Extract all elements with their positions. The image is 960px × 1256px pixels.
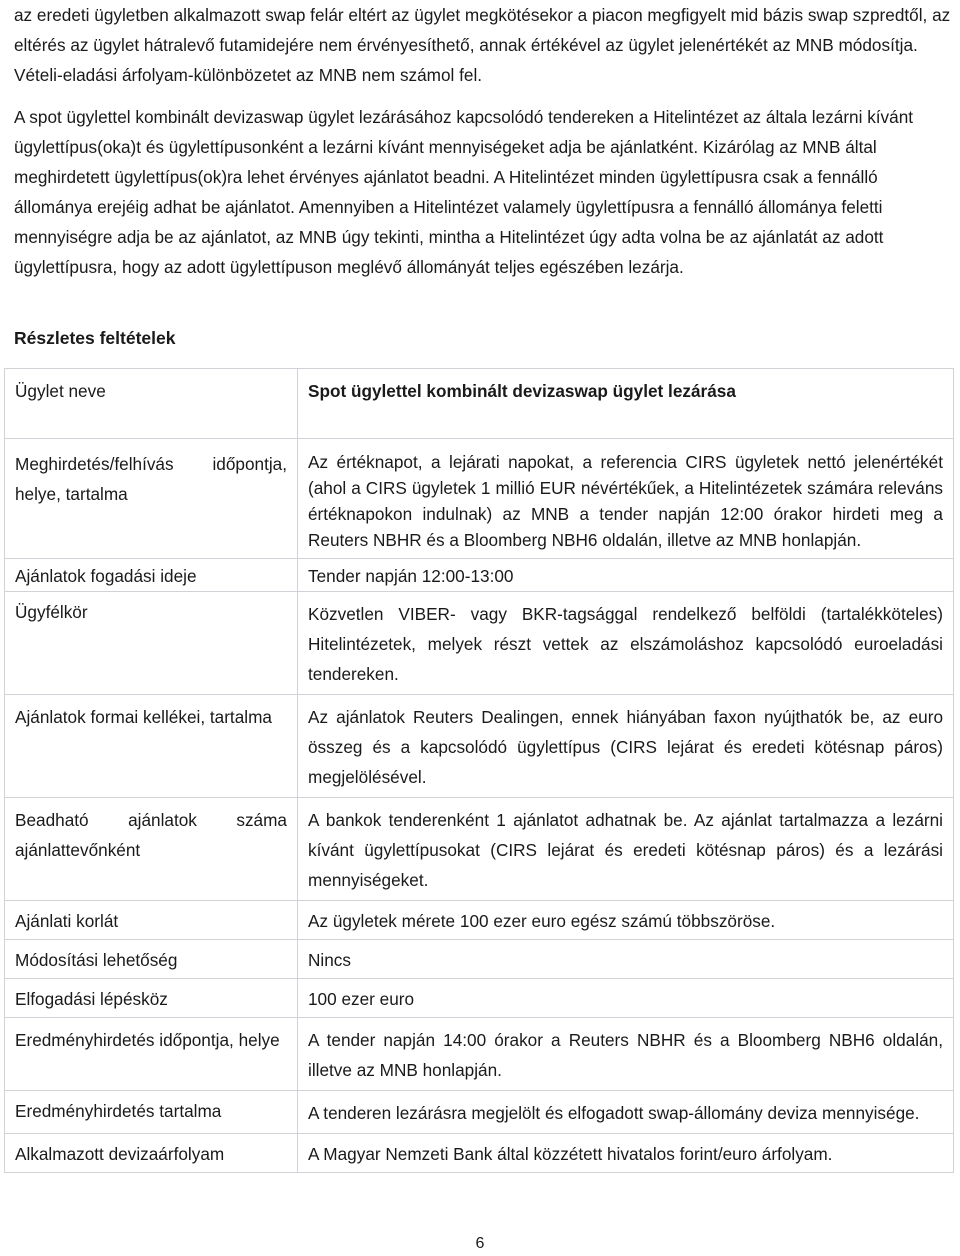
row-label-cell xyxy=(5,901,298,940)
row-value: A Magyar Nemzeti Bank által közzétett hivatalos forint/euro árfolyam. xyxy=(308,1144,833,1164)
table-row xyxy=(5,940,954,979)
row-value: A tender napján 14:00 órakor a Reuters NBHR és a Bloomberg NBH6 oldalán, illetve az MNB honlapján. xyxy=(308,1030,943,1080)
table-row xyxy=(5,369,954,439)
table-row xyxy=(5,1018,954,1091)
row-value-cell xyxy=(298,1134,954,1173)
table-row xyxy=(5,1091,954,1134)
row-label: Alkalmazott devizaárfolyam xyxy=(15,1144,225,1164)
row-value: Az ügyletek mérete 100 ezer euro egész számú többszöröse. xyxy=(308,911,776,931)
row-label-cell xyxy=(5,369,298,439)
table-row xyxy=(5,1134,954,1173)
terms-table xyxy=(4,368,954,1173)
body-paragraph-2: A spot ügylettel kombinált devizaswap ügylet lezárásához kapcsolódó tendereken a Hitelintézet az általa lezárni kívánt ügylettípus(oka)t és ügylettípusonként a lezárni kívánt mennyiségeket adja be ajánlatként. Kizárólag az MNB által meghirdetett ügylettípus(ok)ra lehet érvényes ajánlatot beadni. A Hitelintézet minden ügylettípusra csak a fennálló állománya erejéig adhat be ajánlatot. Amennyiben a Hitelintézet valamely ügylettípusra a fennálló állománya feletti mennyiségre adja be az ajánlatot, az MNB úgy tekinti, mintha a Hitelintézet úgy adta volna be az ajánlatát az adott ügylettípusra, hogy az adott ügylettípuson meglévő állományát teljes egészében lezárja. xyxy=(14,107,914,277)
table-row xyxy=(5,695,954,798)
row-label: Módosítási lehetőség xyxy=(15,950,178,970)
table-row xyxy=(5,439,954,559)
row-value: A bankok tenderenként 1 ajánlatot adhatnak be. Az ajánlat tartalmazza a lezárni kívánt ügylettípusokat (CIRS lejárat és eredeti kötésnap páros) és a lezárási mennyiségeket. xyxy=(308,810,943,890)
row-label-cell xyxy=(5,1091,298,1134)
section-heading: Részletes feltételek xyxy=(14,328,176,348)
row-value: A tenderen lezárásra megjelölt és elfogadott swap-állomány deviza mennyisége. xyxy=(308,1103,920,1123)
row-label-cell xyxy=(5,979,298,1018)
row-value-cell xyxy=(298,592,954,695)
row-label-cell xyxy=(5,559,298,592)
body-paragraph-1: az eredeti ügyletben alkalmazott swap felár eltért az ügylet megkötésekor a piacon megfigyelt mid bázis swap szpredtől, az eltérés az ügylet hátralevő futamidejére nem érvényesíthető, annak értékével az ügylet jelenértékét az MNB módosítja. Vételi-eladási árfolyam-különbözetet az MNB nem számol fel. xyxy=(14,5,951,85)
row-label: Elfogadási lépésköz xyxy=(15,989,168,1009)
row-value-cell xyxy=(298,901,954,940)
row-value: Közvetlen VIBER- vagy BKR-tagsággal rendelkező belföldi (tartalékköteles) Hitelintézetek, melyek részt vettek az elszámoláshoz kapcsolódó euroeladási tendereken. xyxy=(308,604,943,684)
row-value-cell xyxy=(298,695,954,798)
table-row xyxy=(5,559,954,592)
row-label: Eredményhirdetés időpontja, helye xyxy=(15,1030,280,1050)
row-value: Az értéknapot, a lejárati napokat, a referencia CIRS ügyletek nettó jelenértékét (ahol a CIRS ügyletek 1 millió EUR névértékűek, a Hitelintézetek számára releváns értéknapokon indulnak) az MNB a tender napján 12:00 órakor hirdeti meg a Reuters NBHR és a Bloomberg NBH6 oldalán, illetve az MNB honlapján. xyxy=(308,452,943,550)
row-label-cell xyxy=(5,940,298,979)
row-value: Tender napján 12:00-13:00 xyxy=(308,566,514,586)
row-label-cell xyxy=(5,1018,298,1091)
row-label: Meghirdetés/felhívás időpontja, helye, tartalma xyxy=(15,454,287,504)
row-value-cell xyxy=(298,369,954,439)
row-label: Ügylet neve xyxy=(15,381,106,401)
row-label-cell xyxy=(5,798,298,901)
row-value-cell xyxy=(298,559,954,592)
row-value: Spot ügylettel kombinált devizaswap ügylet lezárása xyxy=(308,381,736,401)
row-label: Eredményhirdetés tartalma xyxy=(15,1101,222,1121)
table-row xyxy=(5,798,954,901)
row-value-cell xyxy=(298,1091,954,1134)
page-number: 6 xyxy=(475,1235,485,1252)
row-label: Ajánlatok fogadási ideje xyxy=(15,566,197,586)
table-row xyxy=(5,901,954,940)
row-label-cell xyxy=(5,592,298,695)
row-label: Ügyfélkör xyxy=(15,602,88,622)
row-value: 100 ezer euro xyxy=(308,989,415,1009)
table-row xyxy=(5,592,954,695)
row-value-cell xyxy=(298,979,954,1018)
row-value: Nincs xyxy=(308,950,351,970)
row-label: Ajánlatok formai kellékei, tartalma xyxy=(15,707,272,727)
row-label-cell xyxy=(5,695,298,798)
table-row xyxy=(5,979,954,1018)
row-label-cell xyxy=(5,439,298,559)
row-label: Ajánlati korlát xyxy=(15,911,119,931)
row-value-cell xyxy=(298,1018,954,1091)
row-label-cell xyxy=(5,1134,298,1173)
row-value: Az ajánlatok Reuters Dealingen, ennek hiányában faxon nyújthatók be, az euro összeg és a kapcsolódó ügylettípus (CIRS lejárat és eredeti kötésnap páros) megjelölésével. xyxy=(308,707,943,787)
row-value-cell xyxy=(298,798,954,901)
row-label: Beadható ajánlatok száma ajánlattevőnként xyxy=(15,810,287,860)
row-value-cell xyxy=(298,940,954,979)
row-value-cell xyxy=(298,439,954,559)
